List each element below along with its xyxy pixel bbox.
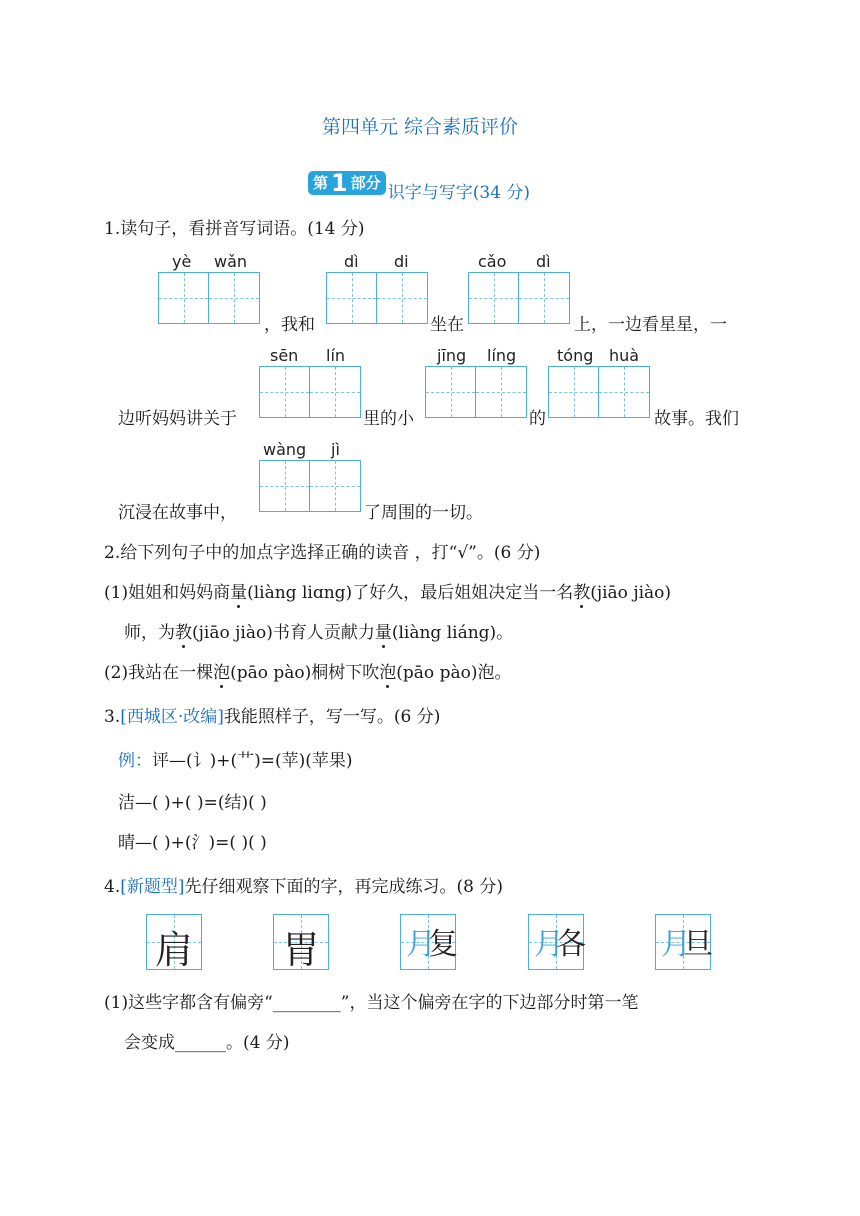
q3-row-1[interactable]: 洁—( )+( )=(结)( )	[118, 793, 267, 813]
pinyin-ji: jì	[331, 440, 340, 459]
answer-grid-didi[interactable]	[326, 272, 428, 324]
q2-sentence-1	[104, 578, 671, 603]
char-radical: 月	[661, 927, 683, 962]
q1-heading: 1.读句子，看拼音写词语。(14 分)	[104, 219, 365, 239]
q2-s2-part-c[interactable]: (liàng liáng)。	[391, 623, 514, 643]
char-radical: 月	[534, 927, 556, 962]
q4-heading	[104, 872, 503, 897]
q4-sub-1[interactable]: (1)这些字都含有偏旁“________”，当这个偏旁在字的下边部分时第一笔	[104, 993, 639, 1013]
q3-example	[118, 746, 353, 771]
char-main: 旦	[683, 927, 705, 962]
char-box-lue	[528, 914, 584, 970]
q2-sentence-2	[104, 658, 511, 683]
dotted-char: 泡	[213, 658, 230, 683]
q1-text-6: 的	[529, 409, 546, 429]
pinyin-tong: tóng	[557, 346, 594, 365]
pinyin-ling: líng	[487, 346, 517, 365]
q2-s2-part-b[interactable]: (jiāo jiào)书育人贡献力	[192, 623, 375, 643]
answer-grid-caodi[interactable]	[468, 272, 570, 324]
q1-text-8: 沉浸在故事中，	[118, 503, 237, 523]
q4-number: 4.	[104, 877, 121, 897]
pinyin-wang: wàng	[263, 440, 307, 459]
q2-s1-part-a: (1)姐姐和妈妈商	[104, 583, 231, 603]
char-box-jian	[146, 914, 202, 970]
page-title: 第四单元 综合素质评价	[322, 116, 519, 138]
char-main: 肩	[154, 928, 193, 972]
example-text: 评—(讠)+(艹)=(苹)(苹果)	[152, 751, 353, 771]
q1-text-7: 故事。我们	[654, 409, 739, 429]
answer-grid-yewan[interactable]	[158, 272, 260, 324]
char-main: 胃	[281, 928, 320, 972]
section-badge	[308, 168, 386, 197]
q2-s2-part-a: 师，为	[124, 623, 175, 643]
answer-grid-wangji[interactable]	[259, 460, 361, 512]
answer-grid-senlin[interactable]	[259, 366, 361, 418]
pinyin-ye: yè	[172, 252, 192, 271]
q1-text-5: 里的小	[363, 409, 414, 429]
q3-source-tag: [西城区·改编]	[120, 707, 224, 727]
example-label: 例：	[118, 751, 152, 771]
section-header	[308, 162, 530, 203]
section-title: 识字与写字(34 分)	[387, 183, 531, 203]
badge-number: 1	[331, 168, 348, 197]
char-radical: 月	[406, 927, 428, 962]
q2-s3-part-a: (2)我站在一棵	[104, 663, 214, 683]
q1-text-2: 坐在	[430, 315, 464, 335]
pinyin-di3: dì	[536, 252, 551, 271]
char-box-dan	[655, 914, 711, 970]
pinyin-hua: huà	[609, 346, 640, 365]
pinyin-di2: di	[394, 252, 409, 271]
pinyin-di1: dì	[344, 252, 359, 271]
pinyin-sen: sēn	[270, 346, 299, 365]
q2-heading: 2.给下列句子中的加点字选择正确的读音 ，打“√”。(6 分)	[104, 543, 541, 563]
char-box-fu	[400, 914, 456, 970]
answer-grid-tonghua[interactable]	[548, 366, 650, 418]
char-main: 各	[556, 927, 578, 962]
q3-number: 3.	[104, 707, 121, 727]
dotted-char: 量	[375, 618, 392, 643]
q2-s3-part-b[interactable]: (pāo pào)桐树下吹	[230, 663, 380, 683]
q1-text-1: ，我和	[264, 315, 315, 335]
dotted-char: 泡	[379, 658, 396, 683]
pinyin-wan: wǎn	[214, 252, 248, 271]
q3-heading	[104, 702, 440, 727]
q2-s1-part-b[interactable]: (liàng liɑng)了好久，最后姐姐决定当一名	[247, 583, 574, 603]
q2-sentence-1-cont	[124, 618, 513, 643]
badge-suffix: 部分	[350, 173, 381, 192]
q1-text-9: 了周围的一切。	[364, 503, 483, 523]
dotted-char: 教	[573, 578, 590, 603]
char-main: 复	[428, 927, 450, 962]
q4-sub-1-cont[interactable]: 会变成______。(4 分)	[124, 1033, 290, 1053]
pinyin-cao: cǎo	[478, 252, 507, 271]
char-box-wei	[273, 914, 329, 970]
q4-type-tag: [新题型]	[120, 877, 185, 897]
answer-grid-jingling[interactable]	[425, 366, 527, 418]
q3-row-2[interactable]: 晴—( )+(氵)=( )( )	[118, 833, 267, 853]
q1-text-4: 边听妈妈讲关于	[118, 409, 237, 429]
q2-s3-part-c[interactable]: (pāo pào)泡。	[396, 663, 512, 683]
q4-instruction: 先仔细观察下面的字，再完成练习。(8 分)	[184, 877, 503, 897]
pinyin-lin: lín	[326, 346, 346, 365]
q3-instruction: 我能照样子，写一写。(6 分)	[223, 707, 441, 727]
badge-prefix: 第	[313, 173, 329, 192]
q1-text-3: 上，一边看星星，一	[574, 315, 727, 335]
q2-s1-part-c[interactable]: (jiāo jiào)	[590, 583, 672, 603]
pinyin-jing: jīng	[437, 346, 467, 365]
dotted-char: 量	[230, 578, 247, 603]
dotted-char: 教	[175, 618, 192, 643]
